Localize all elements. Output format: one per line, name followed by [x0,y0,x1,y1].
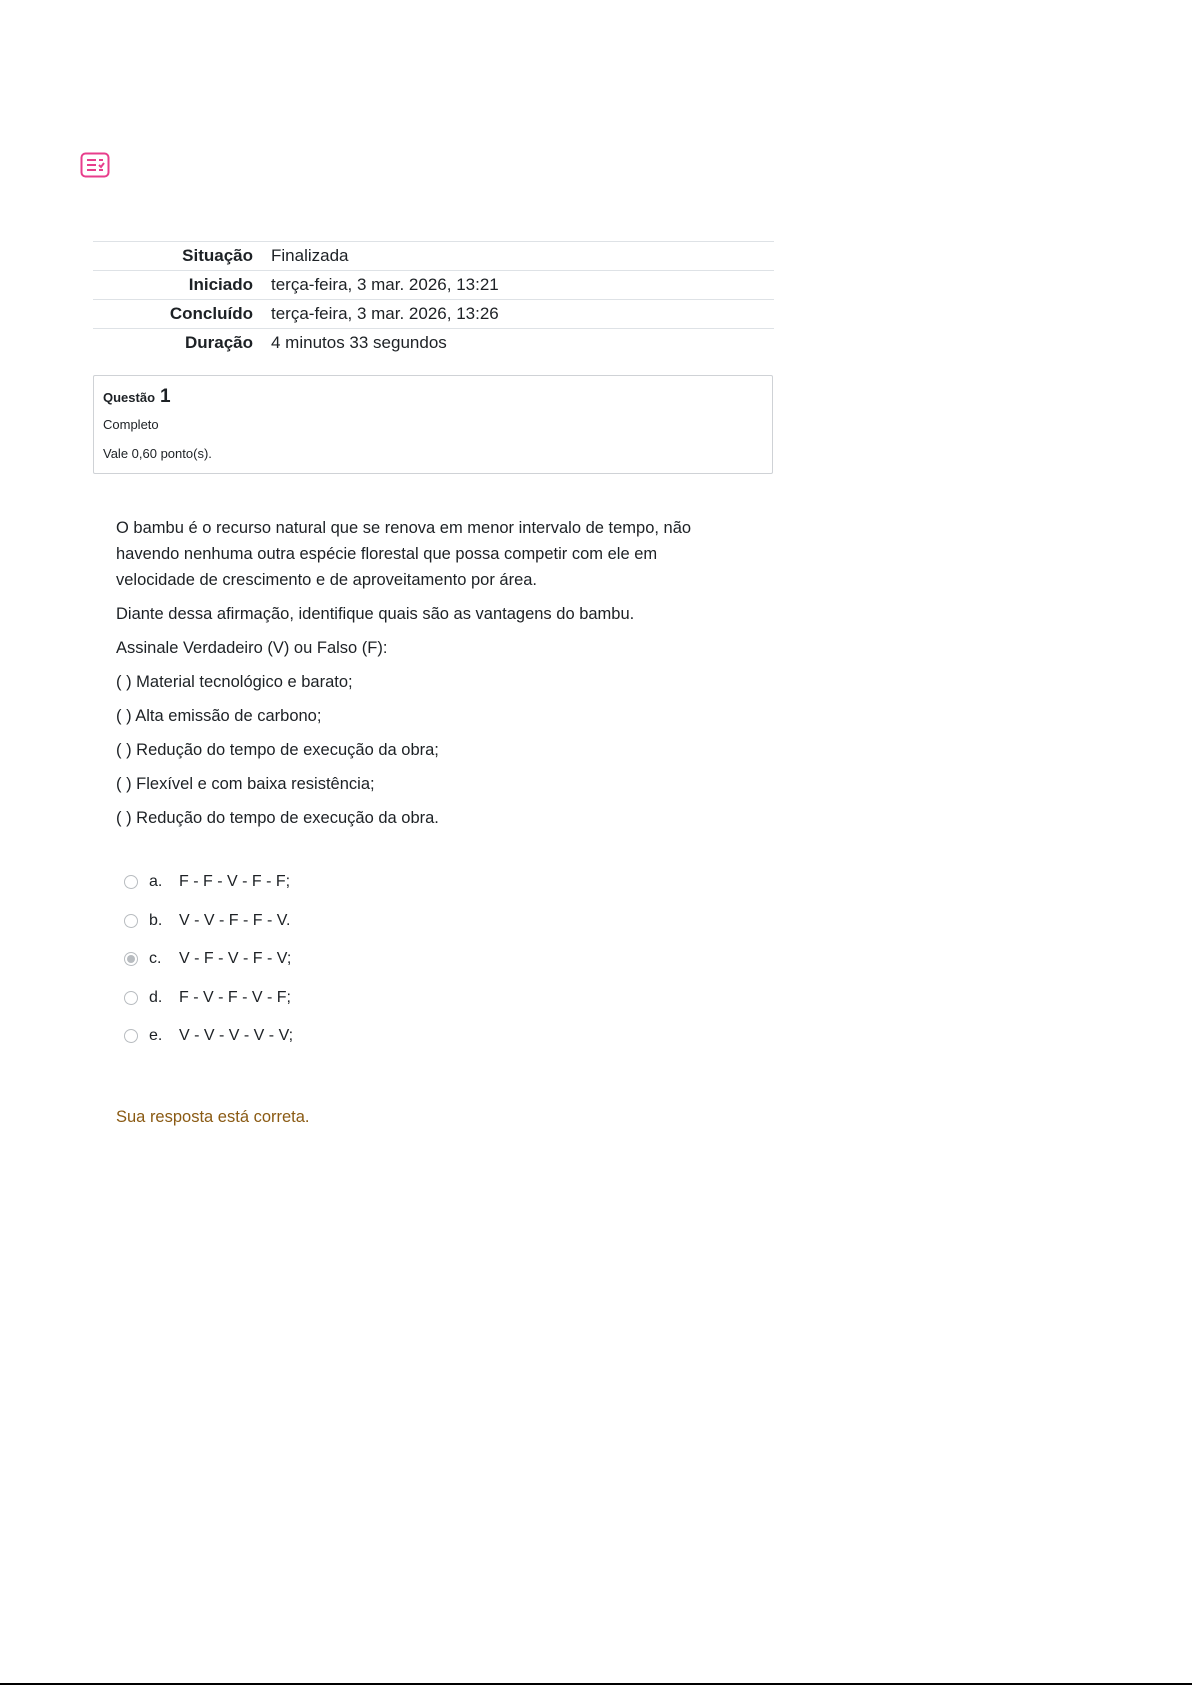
summary-label: Concluído [169,304,253,323]
summary-row-completed [93,300,774,329]
question-number-value: 1 [160,386,171,407]
question-state: Completo [103,417,159,432]
summary-row-state [93,242,774,271]
answer-option-a[interactable] [124,863,293,902]
answer-text: F - V - F - V - F; [179,988,291,1006]
question-info-box [93,375,773,474]
radio-button[interactable] [124,991,138,1005]
summary-row-duration [93,329,774,358]
answer-option-d[interactable] [124,979,293,1018]
radio-button[interactable] [124,914,138,928]
summary-row-started [93,271,774,300]
answer-letter: c. [149,950,162,968]
question-grade: Vale 0,60 ponto(s). [103,446,212,461]
answer-text: F - F - V - F - F; [179,873,291,891]
question-label: Questão [103,390,156,405]
radio-button[interactable] [124,1029,138,1043]
answer-text: V - V - V - V - V; [179,1027,294,1045]
question-statement: ( ) Redução do tempo de execução da obra. [116,809,439,827]
answer-option-e[interactable] [124,1017,293,1056]
quiz-list-icon [80,152,110,178]
answer-letter: d. [149,988,163,1006]
question-text [116,515,736,839]
attempt-summary-table [93,241,774,357]
question-number [103,386,763,408]
summary-label: Situação [182,246,253,265]
summary-value: Finalizada [271,246,349,265]
answer-option-c[interactable] [124,940,293,979]
question-paragraph: Assinale Verdadeiro (V) ou Falso (F): [116,639,388,657]
radio-button-selected[interactable] [124,952,138,966]
answer-letter: e. [149,1027,163,1045]
radio-button[interactable] [124,875,138,889]
question-statement: ( ) Material tecnológico e barato; [116,673,353,691]
question-statement: ( ) Redução do tempo de execução da obra; [116,741,439,759]
summary-label: Duração [184,333,253,352]
summary-label: Iniciado [188,275,253,294]
answer-text: V - V - F - F - V. [179,911,291,929]
answer-letter: a. [149,873,163,891]
answer-text: V - F - V - F - V; [179,950,292,968]
question-paragraph: O bambu é o recurso natural que se renova em menor intervalo de tempo, não havendo nenhuma outra espécie florestal que possa competir com ele em velocidade de crescimento e de aproveitamento por área. [116,519,692,589]
answer-options [124,863,293,1056]
summary-value: terça-feira, 3 mar. 2026, 13:26 [271,304,499,323]
answer-feedback: Sua resposta está correta. [116,1108,310,1126]
answer-option-b[interactable] [124,902,293,941]
question-statement: ( ) Alta emissão de carbono; [116,707,322,725]
summary-value: 4 minutos 33 segundos [271,333,447,352]
answer-letter: b. [149,911,163,929]
summary-value: terça-feira, 3 mar. 2026, 13:21 [271,275,499,294]
question-statement: ( ) Flexível e com baixa resistência; [116,775,375,793]
question-paragraph: Diante dessa afirmação, identifique quais são as vantagens do bambu. [116,605,635,623]
